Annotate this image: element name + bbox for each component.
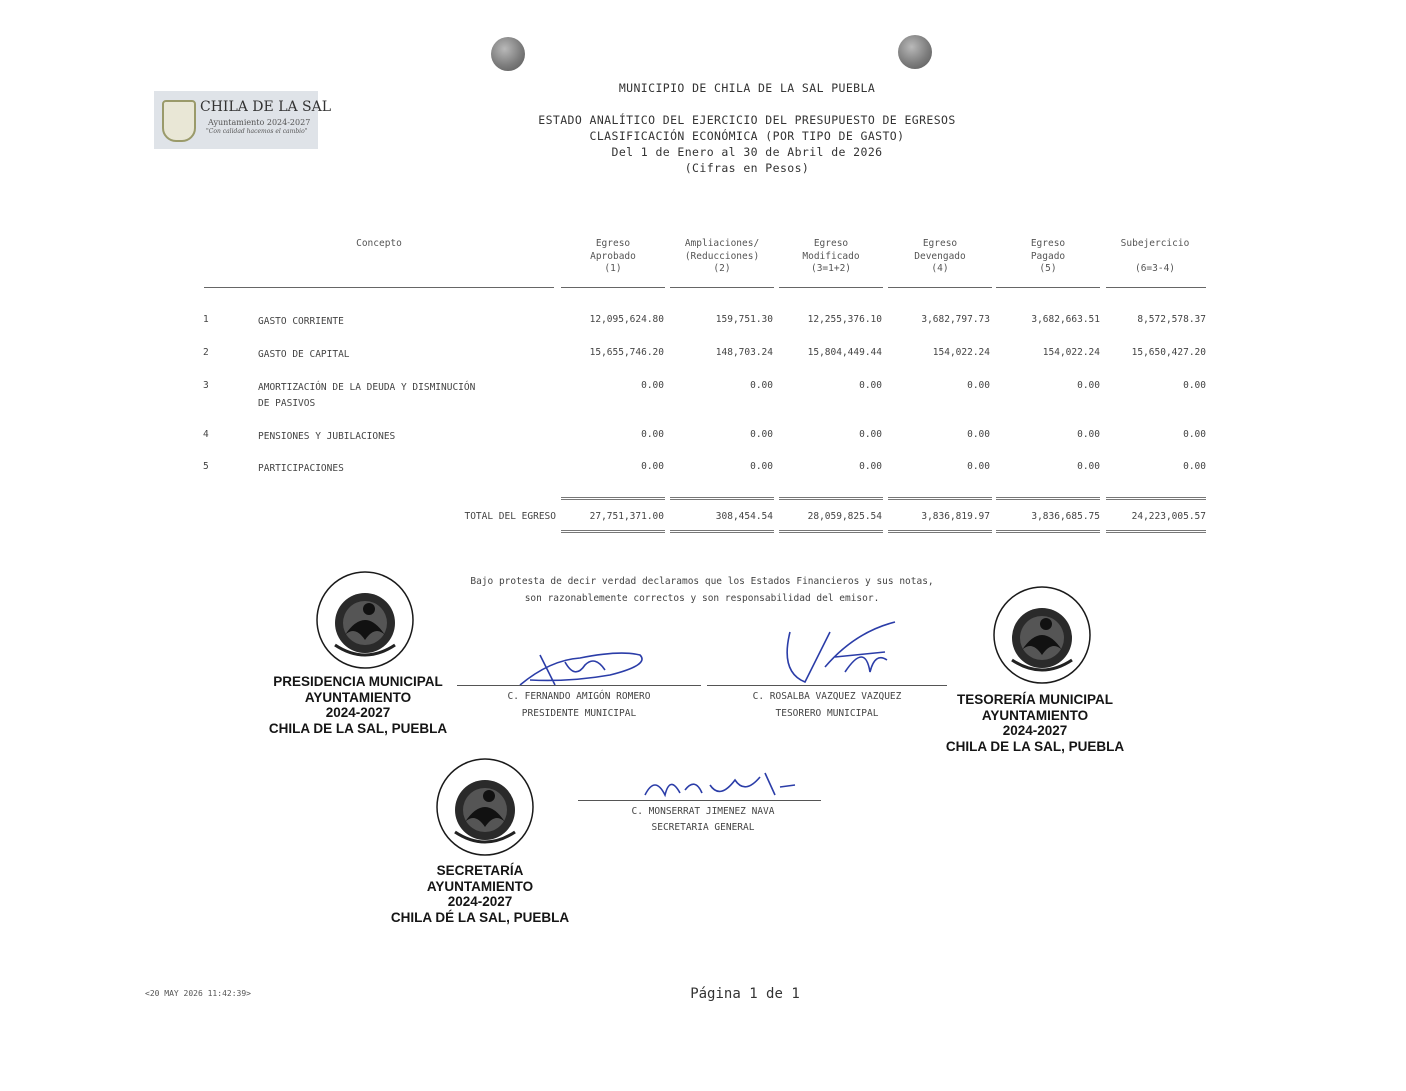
signatory-name: C. MONSERRAT JIMENEZ NAVA — [631, 806, 775, 817]
value-accrued: 0.00 — [967, 380, 990, 391]
classification-title: CLASIFICACIÓN ECONÓMICA (POR TIPO DE GASTO) — [589, 129, 905, 143]
signature-line — [707, 685, 947, 686]
value-adjustments: 159,751.30 — [715, 314, 773, 325]
total-rule — [670, 530, 774, 533]
presidencia-seal-emblem — [305, 565, 425, 675]
header-underline — [670, 287, 774, 288]
logo-subtitle: Ayuntamiento 2024-2027 — [208, 118, 311, 127]
declaration-line-1: Bajo protesta de decir verdad declaramos que los Estados Financieros y sus notas, — [470, 576, 934, 587]
value-modified: 0.00 — [859, 429, 882, 440]
value-paid: 0.00 — [1077, 461, 1100, 472]
row-concept: GASTO CORRIENTE — [258, 316, 344, 327]
value-modified: 0.00 — [859, 461, 882, 472]
print-timestamp: <20 MAY 2026 11:42:39> — [145, 989, 251, 998]
punch-hole-right — [898, 35, 932, 69]
punch-hole-left — [491, 37, 525, 71]
shield-icon — [162, 100, 196, 142]
report-title: ESTADO ANALÍTICO DEL EJERCICIO DEL PRESUPUESTO DE EGRESOS — [538, 113, 956, 127]
row-concept: PENSIONES Y JUBILACIONES — [258, 431, 396, 442]
signature-line — [578, 800, 821, 801]
logo-motto: "Con calidad hacemos el cambio" — [206, 128, 308, 135]
signatory-name: C. FERNANDO AMIGÓN ROMERO — [507, 691, 651, 702]
value-modified: 0.00 — [859, 380, 882, 391]
col-adjustments-header: Ampliaciones/ (Reducciones) (2) — [684, 238, 760, 274]
declaration-line-2: son razonablemente correctos y son responsabilidad del emisor. — [524, 593, 880, 604]
total-rule — [888, 497, 992, 500]
total-rule — [1106, 497, 1206, 500]
total-rule — [779, 530, 883, 533]
value-accrued: 0.00 — [967, 429, 990, 440]
header-underline — [888, 287, 992, 288]
value-underspend: 15,650,427.20 — [1131, 347, 1206, 358]
row-concept: PARTICIPACIONES — [258, 463, 344, 474]
row-concept: AMORTIZACIÓN DE LA DEUDA Y DISMINUCIÓN DE PASIVOS — [258, 382, 476, 409]
signature-secretaria — [640, 765, 800, 805]
col-concept-header: Concepto — [356, 238, 402, 249]
value-accrued: 3,682,797.73 — [921, 314, 990, 325]
signature-tesorero — [775, 612, 905, 687]
value-accrued: 154,022.24 — [932, 347, 990, 358]
total-underspend: 24,223,005.57 — [1131, 511, 1206, 522]
total-rule — [996, 530, 1100, 533]
value-approved: 12,095,624.80 — [589, 314, 664, 325]
row-concept: GASTO DE CAPITAL — [258, 349, 350, 360]
total-label: TOTAL DEL EGRESO — [464, 511, 556, 522]
period: Del 1 de Enero al 30 de Abril de 2026 — [611, 145, 883, 159]
total-accrued: 3,836,819.97 — [921, 511, 990, 522]
col-accrued-header: Egreso Devengado (4) — [914, 238, 966, 274]
value-approved: 0.00 — [641, 461, 664, 472]
total-paid: 3,836,685.75 — [1031, 511, 1100, 522]
total-rule — [996, 497, 1100, 500]
header-underline — [996, 287, 1100, 288]
value-approved: 15,655,746.20 — [589, 347, 664, 358]
header-underline — [779, 287, 883, 288]
row-number: 1 — [203, 314, 209, 325]
municipal-logo — [154, 91, 332, 149]
value-approved: 0.00 — [641, 429, 664, 440]
value-underspend: 0.00 — [1183, 429, 1206, 440]
total-rule — [1106, 530, 1206, 533]
signature-presidente — [510, 640, 655, 695]
value-paid: 0.00 — [1077, 380, 1100, 391]
row-number: 5 — [203, 461, 209, 472]
value-paid: 154,022.24 — [1042, 347, 1100, 358]
value-underspend: 8,572,578.37 — [1137, 314, 1206, 325]
tesoreria-seal-text: TESORERÍA MUNICIPAL AYUNTAMIENTO 2024-2027 CHILA DE LA SAL, PUEBLA — [945, 692, 1125, 754]
total-rule — [561, 497, 665, 500]
col-underspend-header: Subejercicio (6=3-4) — [1120, 238, 1190, 274]
tesoreria-seal-emblem — [982, 580, 1102, 690]
presidencia-seal-text: PRESIDENCIA MUNICIPAL AYUNTAMIENTO 2024-2027 CHILA DE LA SAL, PUEBLA — [268, 674, 448, 736]
value-accrued: 0.00 — [967, 461, 990, 472]
col-paid-header: Egreso Pagado (5) — [1030, 238, 1066, 274]
value-paid: 3,682,663.51 — [1031, 314, 1100, 325]
signatory-role: SECRETARIA GENERAL — [651, 822, 755, 833]
value-adjustments: 0.00 — [750, 461, 773, 472]
secretaria-seal-text: SECRETARÍA AYUNTAMIENTO 2024-2027 CHILA DÉ LA SAL, PUEBLA — [390, 863, 570, 925]
header-underline — [204, 287, 554, 288]
total-rule — [670, 497, 774, 500]
header-underline — [1106, 287, 1206, 288]
row-number: 3 — [203, 380, 209, 391]
entity-title: MUNICIPIO DE CHILA DE LA SAL PUEBLA — [618, 81, 876, 95]
secretaria-seal-emblem — [425, 752, 545, 862]
page-number: Página 1 de 1 — [690, 986, 800, 1002]
col-modified-header: Egreso Modificado (3=1+2) — [802, 238, 860, 274]
value-modified: 15,804,449.44 — [807, 347, 882, 358]
col-approved-header: Egreso Aprobado (1) — [590, 238, 636, 274]
row-number: 2 — [203, 347, 209, 358]
value-approved: 0.00 — [641, 380, 664, 391]
total-rule — [888, 530, 992, 533]
signatory-name: C. ROSALBA VAZQUEZ VAZQUEZ — [752, 691, 902, 702]
total-adjustments: 308,454.54 — [715, 511, 773, 522]
value-adjustments: 148,703.24 — [715, 347, 773, 358]
signatory-role: TESORERO MUNICIPAL — [775, 708, 879, 719]
value-adjustments: 0.00 — [750, 380, 773, 391]
total-approved: 27,751,371.00 — [589, 511, 664, 522]
value-modified: 12,255,376.10 — [807, 314, 882, 325]
value-paid: 0.00 — [1077, 429, 1100, 440]
row-number: 4 — [203, 429, 209, 440]
signature-line — [457, 685, 701, 686]
total-rule — [561, 530, 665, 533]
units: (Cifras en Pesos) — [684, 161, 810, 175]
header-underline — [561, 287, 665, 288]
total-rule — [779, 497, 883, 500]
value-underspend: 0.00 — [1183, 461, 1206, 472]
value-underspend: 0.00 — [1183, 380, 1206, 391]
total-modified: 28,059,825.54 — [807, 511, 882, 522]
logo-title: CHILA DE LA SAL — [200, 99, 332, 115]
signatory-role: PRESIDENTE MUNICIPAL — [521, 708, 637, 719]
value-adjustments: 0.00 — [750, 429, 773, 440]
